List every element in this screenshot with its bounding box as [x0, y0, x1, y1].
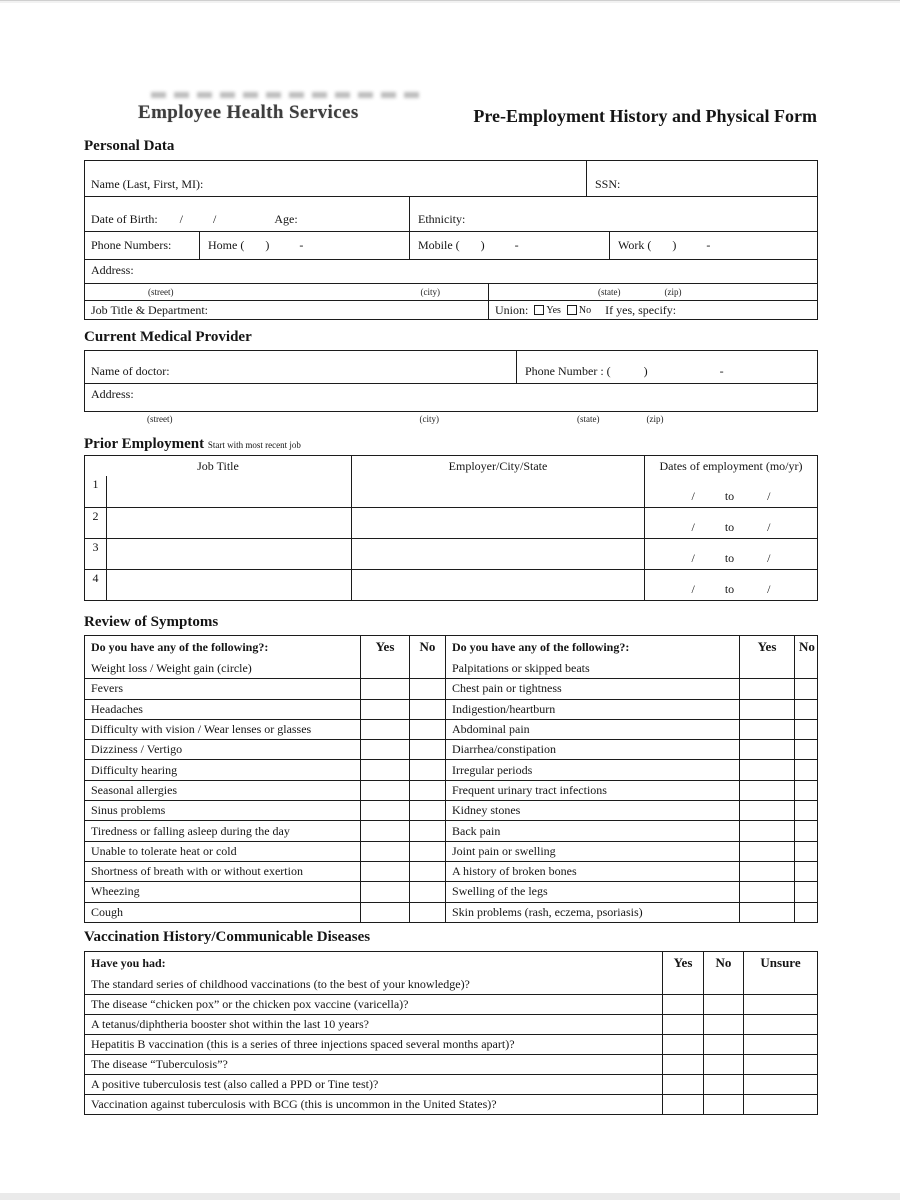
- symptom-row: [85, 820, 817, 840]
- street-label: (street): [147, 414, 173, 424]
- street-city-labels: [85, 284, 488, 300]
- employer-input-cell[interactable]: [351, 539, 644, 569]
- symptom-label: Shortness of breath with or without exertion: [91, 864, 303, 879]
- home-phone-label: Home ( ) -: [208, 238, 304, 252]
- symptom-label: Fevers: [91, 681, 123, 696]
- job-title-input-cell[interactable]: [106, 570, 351, 600]
- vaccination-question-label: The disease “chicken pox” or the chicken pox vaccine (varicella)?: [91, 997, 409, 1011]
- yes-checkbox-cell[interactable]: [662, 995, 703, 1014]
- vaccination-row: [85, 1014, 817, 1034]
- ssn-label: SSN:: [595, 177, 621, 191]
- page-bottom-edge: [0, 1193, 900, 1200]
- work-phone-field[interactable]: [609, 232, 817, 259]
- home-phone-field[interactable]: [199, 232, 409, 259]
- job-title-field[interactable]: [85, 301, 488, 319]
- no-column-header: No: [703, 952, 743, 974]
- symptom-label: Sinus problems: [91, 803, 166, 818]
- no-checkbox-cell[interactable]: [409, 781, 445, 800]
- union-label: Union:: [495, 302, 529, 317]
- symptom-row: [85, 699, 817, 719]
- no-checkbox-cell[interactable]: [703, 1095, 743, 1114]
- vaccination-row: [85, 1034, 817, 1054]
- unsure-checkbox-cell[interactable]: [743, 1095, 817, 1114]
- employer-input-cell[interactable]: [351, 476, 644, 507]
- symptom-row: [85, 719, 817, 739]
- no-checkbox-cell[interactable]: [409, 679, 445, 698]
- column-header: Dates of employment (mo/yr): [644, 456, 817, 476]
- symptom-label: Back pain: [445, 821, 739, 840]
- no-checkbox-cell[interactable]: [794, 781, 819, 800]
- symptom-label: Dizziness / Vertigo: [91, 742, 183, 757]
- street-label: (street): [148, 287, 174, 297]
- no-column-header: No: [794, 636, 819, 658]
- table-row: [85, 231, 817, 259]
- column-header: Job Title: [197, 458, 239, 473]
- yes-checkbox-cell[interactable]: [739, 781, 794, 800]
- no-checkbox-cell[interactable]: [703, 1015, 743, 1034]
- no-checkbox-cell[interactable]: [409, 842, 445, 861]
- no-checkbox-cell[interactable]: [409, 658, 445, 678]
- state-label: (state): [598, 287, 621, 297]
- dates-input-cell[interactable]: / to /: [644, 539, 817, 569]
- symptom-label: Frequent urinary tract infections: [445, 781, 739, 800]
- no-checkbox-cell[interactable]: [794, 903, 819, 922]
- no-checkbox-cell[interactable]: [794, 679, 819, 698]
- personal-data-table: [84, 160, 818, 320]
- union-no-label: No: [578, 304, 592, 316]
- vaccination-question-label: Hepatitis B vaccination (this is a series of three injections spaced several months apart)?: [91, 1037, 515, 1051]
- vaccination-question-label: The standard series of childhood vaccinations (to the best of your knowledge)?: [91, 976, 470, 991]
- no-checkbox-cell[interactable]: [794, 801, 819, 820]
- row-number: 1: [92, 477, 99, 491]
- union-yes-checkbox[interactable]: [534, 305, 544, 315]
- table-row: [85, 300, 817, 319]
- yes-checkbox-cell[interactable]: [662, 1055, 703, 1074]
- symptom-label: Swelling of the legs: [445, 882, 739, 901]
- unsure-checkbox-cell[interactable]: [743, 1075, 817, 1094]
- vaccination-row: [85, 1094, 817, 1114]
- phone-numbers-cell: [85, 232, 199, 259]
- no-checkbox-cell[interactable]: [409, 801, 445, 820]
- unsure-checkbox-cell[interactable]: [743, 974, 817, 994]
- no-checkbox-cell[interactable]: [409, 740, 445, 759]
- yes-checkbox-cell[interactable]: [360, 903, 409, 922]
- symptom-label: Chest pain or tightness: [445, 679, 739, 698]
- symptom-label: Unable to tolerate heat or cold: [91, 843, 237, 858]
- no-checkbox-cell[interactable]: [794, 700, 819, 719]
- work-phone-label: Work ( ) -: [618, 238, 711, 252]
- symptom-label: Abdominal pain: [445, 720, 739, 739]
- employment-row: [85, 507, 817, 538]
- yes-column-header: Yes: [739, 636, 794, 658]
- employment-row: [85, 538, 817, 569]
- symptom-row: [85, 780, 817, 800]
- vaccination-table: [84, 951, 818, 1115]
- vaccination-question-label: Vaccination against tuberculosis with BCG (this is uncommon in the United States)?: [91, 1097, 497, 1111]
- phone-numbers-label: Phone Numbers:: [91, 238, 172, 252]
- prior-employment-subnote: Start with most recent job: [207, 440, 301, 450]
- table-row: [85, 196, 817, 231]
- yes-checkbox-cell[interactable]: [360, 700, 409, 719]
- job-title-label: Job Title & Department:: [91, 302, 208, 317]
- symptom-label: Indigestion/heartburn: [445, 700, 739, 719]
- address-label: Address:: [91, 263, 134, 277]
- vaccination-row: [85, 994, 817, 1014]
- provider-address-labels: [84, 412, 818, 426]
- symptom-label: Skin problems (rash, eczema, psoriasis): [445, 903, 739, 922]
- no-checkbox-cell[interactable]: [703, 974, 743, 994]
- yes-checkbox-cell[interactable]: [662, 1015, 703, 1034]
- employment-row: [85, 476, 817, 507]
- medical-provider-table: [84, 350, 818, 412]
- page-top-edge: [0, 0, 900, 3]
- symptom-label: A history of broken bones: [445, 862, 739, 881]
- vaccination-row: [85, 974, 817, 994]
- no-checkbox-cell[interactable]: [794, 842, 819, 861]
- employer-input-cell[interactable]: [351, 570, 644, 600]
- symptom-label: Kidney stones: [445, 801, 739, 820]
- no-checkbox-cell[interactable]: [794, 740, 819, 759]
- no-checkbox-cell[interactable]: [409, 720, 445, 739]
- yes-checkbox-cell[interactable]: [662, 1035, 703, 1054]
- no-checkbox-cell[interactable]: [409, 760, 445, 779]
- dates-input-cell[interactable]: / to /: [644, 508, 817, 538]
- no-checkbox-cell[interactable]: [703, 1035, 743, 1054]
- symptoms-header-row: [85, 636, 817, 658]
- yes-checkbox-cell[interactable]: [739, 720, 794, 739]
- job-title-input-cell[interactable]: [106, 508, 351, 538]
- no-checkbox-cell[interactable]: [794, 720, 819, 739]
- employer-input-cell[interactable]: [351, 508, 644, 538]
- symptom-label: Weight loss / Weight gain (circle): [91, 660, 252, 675]
- union-no-checkbox[interactable]: [567, 305, 577, 315]
- vaccination-question-header: Have you had:: [91, 955, 166, 970]
- yes-checkbox-cell[interactable]: [360, 821, 409, 840]
- column-header: Employer/City/State: [351, 456, 644, 476]
- yes-checkbox-cell[interactable]: [360, 658, 409, 678]
- symptoms-question-header: Do you have any of the following?:: [445, 636, 739, 658]
- yes-checkbox-cell[interactable]: [739, 740, 794, 759]
- symptom-row: [85, 658, 817, 678]
- provider-address-field[interactable]: [85, 384, 817, 411]
- yes-checkbox-cell[interactable]: [360, 720, 409, 739]
- medical-provider-heading: Current Medical Provider: [84, 329, 252, 345]
- yes-checkbox-cell[interactable]: [739, 821, 794, 840]
- union-field: [488, 301, 817, 319]
- symptom-label: Cough: [91, 904, 124, 919]
- ethnicity-field[interactable]: [409, 197, 817, 231]
- doctor-phone-field[interactable]: [516, 351, 817, 383]
- review-symptoms-table: [84, 635, 818, 923]
- table-row: [85, 161, 817, 196]
- union-specify-field[interactable]: If yes, specify:: [605, 302, 677, 317]
- symptom-row: [85, 902, 817, 922]
- yes-checkbox-cell[interactable]: [739, 658, 794, 678]
- job-title-input-cell[interactable]: [106, 539, 351, 569]
- symptom-label: Tiredness or falling asleep during the day: [91, 823, 290, 838]
- review-symptoms-heading: Review of Symptoms: [84, 614, 219, 630]
- union-yes-label: Yes: [546, 304, 561, 316]
- name-field[interactable]: [85, 161, 586, 196]
- no-checkbox-cell[interactable]: [794, 882, 819, 901]
- personal-data-heading: Personal Data: [84, 138, 175, 154]
- yes-checkbox-cell[interactable]: [739, 760, 794, 779]
- yes-checkbox-cell[interactable]: [360, 740, 409, 759]
- symptom-label: Diarrhea/constipation: [445, 740, 739, 759]
- unsure-checkbox-cell[interactable]: [743, 1055, 817, 1074]
- mobile-phone-field[interactable]: [409, 232, 609, 259]
- table-row: [85, 259, 817, 283]
- no-checkbox-cell[interactable]: [409, 882, 445, 901]
- vaccination-row: [85, 1074, 817, 1094]
- yes-checkbox-cell[interactable]: [739, 679, 794, 698]
- row-number: 3: [92, 540, 99, 554]
- yes-checkbox-cell[interactable]: [360, 842, 409, 861]
- yes-checkbox-cell[interactable]: [662, 1075, 703, 1094]
- yes-column-header: Yes: [360, 636, 409, 658]
- symptom-label: Wheezing: [91, 884, 140, 899]
- symptom-label: Difficulty hearing: [91, 762, 178, 777]
- name-label: Name (Last, First, MI):: [91, 177, 204, 191]
- dates-input-cell[interactable]: / to /: [644, 476, 817, 507]
- yes-checkbox-cell[interactable]: [739, 903, 794, 922]
- yes-checkbox-cell[interactable]: [739, 700, 794, 719]
- zip-label: (zip): [646, 414, 664, 424]
- no-checkbox-cell[interactable]: [794, 862, 819, 881]
- symptom-label: Difficulty with vision / Wear lenses or glasses: [91, 722, 312, 737]
- yes-checkbox-cell[interactable]: [360, 862, 409, 881]
- city-label: (city): [419, 414, 439, 424]
- no-checkbox-cell[interactable]: [794, 658, 819, 678]
- employment-row: [85, 569, 817, 600]
- no-checkbox-cell[interactable]: [794, 821, 819, 840]
- table-row: [85, 283, 817, 300]
- zip-label: (zip): [664, 287, 682, 297]
- yes-checkbox-cell[interactable]: [662, 1095, 703, 1114]
- prior-employment-table: [84, 455, 818, 601]
- dob-age-field[interactable]: [85, 197, 409, 231]
- employment-header-row: [85, 456, 817, 476]
- no-checkbox-cell[interactable]: [409, 903, 445, 922]
- yes-checkbox-cell[interactable]: [360, 882, 409, 901]
- no-checkbox-cell[interactable]: [703, 1055, 743, 1074]
- redacted-logo-blur: [151, 92, 423, 98]
- yes-column-header: Yes: [662, 952, 703, 974]
- symptom-label: Joint pain or swelling: [445, 842, 739, 861]
- vaccination-header-row: [85, 952, 817, 974]
- prior-employment-title: Prior Employment: [84, 436, 205, 452]
- ethnicity-label: Ethnicity:: [418, 212, 466, 226]
- row-number: 4: [92, 571, 99, 585]
- vaccination-heading: Vaccination History/Communicable Diseases: [84, 929, 371, 945]
- symptoms-question-header: Do you have any of the following?:: [91, 639, 269, 654]
- provider-address-label: Address:: [91, 387, 134, 401]
- yes-checkbox-cell[interactable]: [739, 882, 794, 901]
- state-label: (state): [576, 414, 600, 424]
- no-checkbox-cell[interactable]: [409, 700, 445, 719]
- address-field[interactable]: [85, 260, 817, 283]
- job-title-input-cell[interactable]: [106, 476, 351, 507]
- no-checkbox-cell[interactable]: [409, 862, 445, 881]
- symptom-label: Headaches: [91, 701, 143, 716]
- no-column-header: No: [409, 636, 445, 658]
- no-checkbox-cell[interactable]: [703, 995, 743, 1014]
- vaccination-question-label: A positive tuberculosis test (also called a PPD or Tine test)?: [91, 1077, 379, 1091]
- symptom-label: Irregular periods: [445, 760, 739, 779]
- symptom-row: [85, 678, 817, 698]
- symptom-label: Seasonal allergies: [91, 782, 178, 797]
- symptom-row: [85, 739, 817, 759]
- symptom-row: [85, 841, 817, 861]
- doctor-name-label: Name of doctor:: [91, 364, 170, 378]
- no-checkbox-cell[interactable]: [409, 821, 445, 840]
- city-label: (city): [420, 287, 440, 297]
- vaccination-question-label: The disease “Tuberculosis”?: [91, 1057, 228, 1071]
- yes-checkbox-cell[interactable]: [360, 760, 409, 779]
- unsure-checkbox-cell[interactable]: [743, 1035, 817, 1054]
- age-label: Age:: [274, 212, 298, 226]
- yes-checkbox-cell[interactable]: [360, 801, 409, 820]
- symptom-row: [85, 881, 817, 901]
- doctor-phone-label: Phone Number : ( ) -: [525, 364, 724, 378]
- yes-checkbox-cell[interactable]: [662, 974, 703, 994]
- dob-slashes: / /: [179, 212, 217, 226]
- unsure-checkbox-cell[interactable]: [743, 1015, 817, 1034]
- vaccination-question-label: A tetanus/diphtheria booster shot within the last 10 years?: [91, 1017, 369, 1031]
- mobile-phone-label: Mobile ( ) -: [418, 238, 519, 252]
- yes-checkbox-cell[interactable]: [739, 862, 794, 881]
- dates-input-cell[interactable]: / to /: [644, 570, 817, 600]
- doctor-name-field[interactable]: [85, 351, 516, 383]
- page-title: Pre-Employment History and Physical Form: [473, 106, 817, 126]
- yes-checkbox-cell[interactable]: [360, 679, 409, 698]
- logo-text: Employee Health Services: [138, 102, 359, 123]
- yes-checkbox-cell[interactable]: [739, 842, 794, 861]
- no-checkbox-cell[interactable]: [703, 1075, 743, 1094]
- table-row: [85, 383, 817, 411]
- no-checkbox-cell[interactable]: [794, 760, 819, 779]
- symptom-row: [85, 759, 817, 779]
- state-zip-labels: [488, 284, 817, 300]
- ssn-field[interactable]: [586, 161, 817, 196]
- symptom-row: [85, 861, 817, 881]
- row-number: 2: [92, 509, 99, 523]
- unsure-checkbox-cell[interactable]: [743, 995, 817, 1014]
- symptom-row: [85, 800, 817, 820]
- yes-checkbox-cell[interactable]: [360, 781, 409, 800]
- vaccination-row: [85, 1054, 817, 1074]
- prior-employment-heading: [84, 436, 301, 453]
- dob-label: Date of Birth:: [91, 212, 158, 226]
- yes-checkbox-cell[interactable]: [739, 801, 794, 820]
- table-row: [85, 351, 817, 383]
- symptom-label: Palpitations or skipped beats: [445, 658, 739, 678]
- unsure-column-header: Unsure: [743, 952, 817, 974]
